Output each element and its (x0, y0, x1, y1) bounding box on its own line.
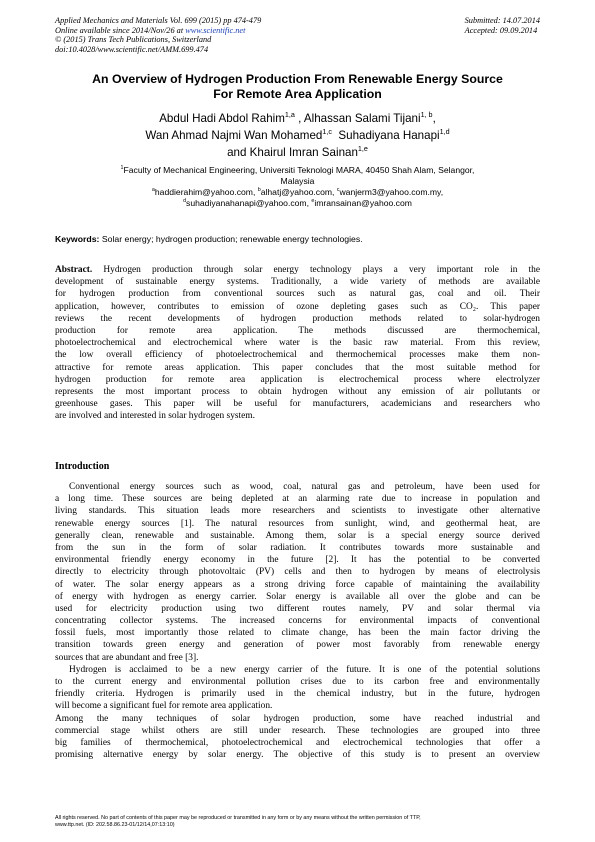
abstract-line: greenhouse gases. This paper will be useful for manufacturers, academicians and researchers who (55, 399, 540, 410)
online-availability-text: Online available since 2014/Nov/26 at (55, 25, 186, 35)
abstract-line: attractive for remote areas application. This paper concludes that the most suitable method for (55, 362, 540, 373)
intro-line: to the current energy and environmental pollution crises due to its carbon free and environmentally (55, 677, 540, 687)
email-address: suhadiyanahanapi@yahoo.com, (186, 198, 312, 208)
footer-rights: All rights reserved. No part of contents of this paper may be reproduced or transmitted in any form or by any means without the written permission of TTP, (55, 815, 421, 821)
abstract-line: the low overall efficiency of photoelectrochemical and thermochemical processes make them non- (55, 350, 540, 361)
abstract-label: Abstract. (55, 265, 93, 275)
author-name: , Alhassan Salami Tijani (294, 112, 421, 125)
footer-id: www.ttp.net. (ID: 202.58.86.23-01/12/14,07:13:10) (55, 822, 175, 828)
email-sup: a (151, 187, 155, 194)
abstract-line: represents the most important process to obtain hydrogen without any emission of air pollutants or (55, 386, 540, 397)
intro-line: environmental friendly energy economy in the future [2]. It has the potential to be converted (55, 555, 540, 566)
accepted-date: Accepted: 09.09.2014 (464, 25, 538, 35)
intro-line: Hydrogen is acclaimed to be a new energy carrier of the future. It is one of the potential solutions (69, 664, 540, 675)
author-name: and Khairul Imran Sainan (227, 146, 358, 159)
intro-line: used for electricity production using two different routes namely, PV and solar thermal via (55, 603, 540, 614)
copyright-line: © (2015) Trans Tech Publications, Switzerland (55, 35, 212, 45)
abstract-line: for hydrogen production from conventional sources such as natural gas, coal and oil. Their (55, 289, 540, 300)
affiliation-line (40, 165, 555, 176)
intro-line: generally clean, renewable and sustainable. Among them, solar is a special energy source derived (55, 530, 540, 541)
author-affil-sup: 1, b (420, 110, 433, 120)
email-sup: c (336, 187, 340, 194)
email-line (40, 198, 555, 209)
intro-line: concentrating collector systems. The increased concerns for environmental impacts of conventional (55, 616, 540, 627)
intro-line: will become a significant fuel for remote area application. (55, 701, 273, 712)
affiliation-country: Malaysia (280, 176, 315, 186)
intro-line: sources that are abundant and free [3]. (55, 652, 199, 663)
intro-line: from the sun in the form of solar radiation. It contributes towards more sustainable and (55, 542, 540, 553)
intro-line: fossil fuels, most importantly those related to climate change, has been the main factor driving the (55, 628, 540, 639)
intro-line: Conventional energy sources such as wood, coal, natural gas and petroleum, have been used for (69, 482, 540, 492)
intro-line: Among the many techniques of solar hydrogen production, some have reached industrial and (55, 713, 540, 724)
intro-line: commercial stage whilst others are still under research. These technologies are grouped into three (55, 725, 540, 736)
abstract (55, 264, 540, 422)
doi-line: doi:10.4028/www.scientific.net/AMM.699.474 (55, 44, 209, 54)
abstract-line-text: Hydrogen production through solar energy technology plays a very important role in the (92, 265, 540, 275)
author-line (40, 127, 555, 144)
abstract-line: photoelectrochemical and electrochemical where water is the basic raw material. From this review, (55, 338, 540, 349)
intro-line: directly to electricity through photovoltaic (PV) cells and then to hydrogen by means of electrolysis (55, 567, 540, 578)
author-name: Abdul Hadi Abdol Rahim (159, 112, 285, 125)
intro-line: living standards. This situation leads more researchers and scientists to investigate other alternative (55, 506, 540, 517)
keywords-label: Keywords: (55, 234, 100, 244)
author-name: Wan Ahmad Najmi Wan Mohamed (145, 129, 323, 142)
abstract-line: are involved and interested in solar hydrogen system. (55, 411, 255, 422)
abstract-line: development of sustainable energy systems. Traditionally, a wide variety of methods are available (55, 277, 540, 288)
section-heading-introduction: Introduction (55, 461, 110, 472)
copyright-footer (55, 815, 545, 829)
affiliation-sup: 1 (120, 165, 124, 172)
intro-line: promising alternative energy by solar energy. The objective of this study is to present an overview (55, 750, 540, 761)
journal-citation: Applied Mechanics and Materials Vol. 699 (2015) pp 474-479 (55, 16, 262, 25)
email-sup: e (311, 198, 315, 205)
abstract-line: application, however, contributes to emission of ozone depleting gases such as CO₂. This paper (55, 301, 540, 312)
journal-link[interactable]: www.scientific.net (185, 25, 246, 35)
intro-line: renewable energy sources [1]. The natural resources from sunlight, wind, and geothermal heat, are (55, 518, 540, 529)
author-line (40, 110, 555, 127)
paper-title (40, 72, 555, 101)
email-sup: b (257, 187, 261, 194)
email-sup: d (183, 198, 187, 205)
introduction-body (55, 481, 540, 761)
author-affil-sup: 1,c (322, 127, 332, 137)
abstract-line: hydrogen production for remote area application is electrochemical process where electrolyzer (55, 374, 540, 385)
journal-header (55, 16, 261, 54)
title-line: For Remote Area Application (213, 86, 382, 101)
online-availability (55, 26, 261, 36)
email-address: alhatj@yahoo.com, (260, 187, 337, 197)
author-affil-sup: 1,a (284, 110, 295, 120)
title-line: An Overview of Hydrogen Production From Renewable Energy Source (92, 72, 503, 86)
intro-line: of water. The solar energy appears as a strong driving force capable of maintaining the availability (55, 579, 540, 590)
author-list (40, 110, 555, 161)
intro-line: of energy with hydrogen as energy carrier. Solar energy is available all over the globe and can be (55, 591, 540, 602)
email-line (40, 187, 555, 198)
intro-line: friendly criteria. Hydrogen is primarily used in the chemical industry, but in the future, hydrogen (55, 689, 540, 700)
email-address: haddierahim@yahoo.com, (154, 187, 258, 197)
intro-line: a long time. These sources are being depleted at an alarming rate due to increase in population and (55, 494, 540, 505)
author-line (40, 144, 555, 161)
intro-line: big families of thermochemical, photoelectrochemical and electrochemical technologies that offer a (55, 737, 540, 748)
author-separator: , (432, 112, 436, 125)
keywords (55, 234, 540, 245)
email-address: imransainan@yahoo.com (314, 198, 412, 208)
submission-dates (465, 16, 540, 35)
affiliation-block (40, 165, 555, 209)
intro-line: transition towards green energy and generation of power most favorably from renewable energy (55, 640, 540, 651)
abstract-line: reviews the recent developments of hydrogen production methods related to solar-hydrogen (55, 313, 540, 324)
affiliation-text: Faculty of Mechanical Engineering, Universiti Teknologi MARA, 40450 Shah Alam, Selangor, (123, 165, 475, 175)
abstract-line (55, 264, 540, 276)
email-address: wanjerm3@yahoo.com.my, (339, 187, 444, 197)
author-affil-sup: 1,e (357, 144, 368, 154)
abstract-line: production for remote area application. The methods discussed are thermochemical, (55, 325, 540, 336)
keywords-text: Solar energy; hydrogen production; renewable energy technologies. (99, 234, 363, 244)
author-affil-sup: 1,d (439, 127, 450, 137)
submitted-date: Submitted: 14.07.2014 (464, 16, 540, 25)
author-name: Suhadiyana Hanapi (331, 129, 440, 142)
